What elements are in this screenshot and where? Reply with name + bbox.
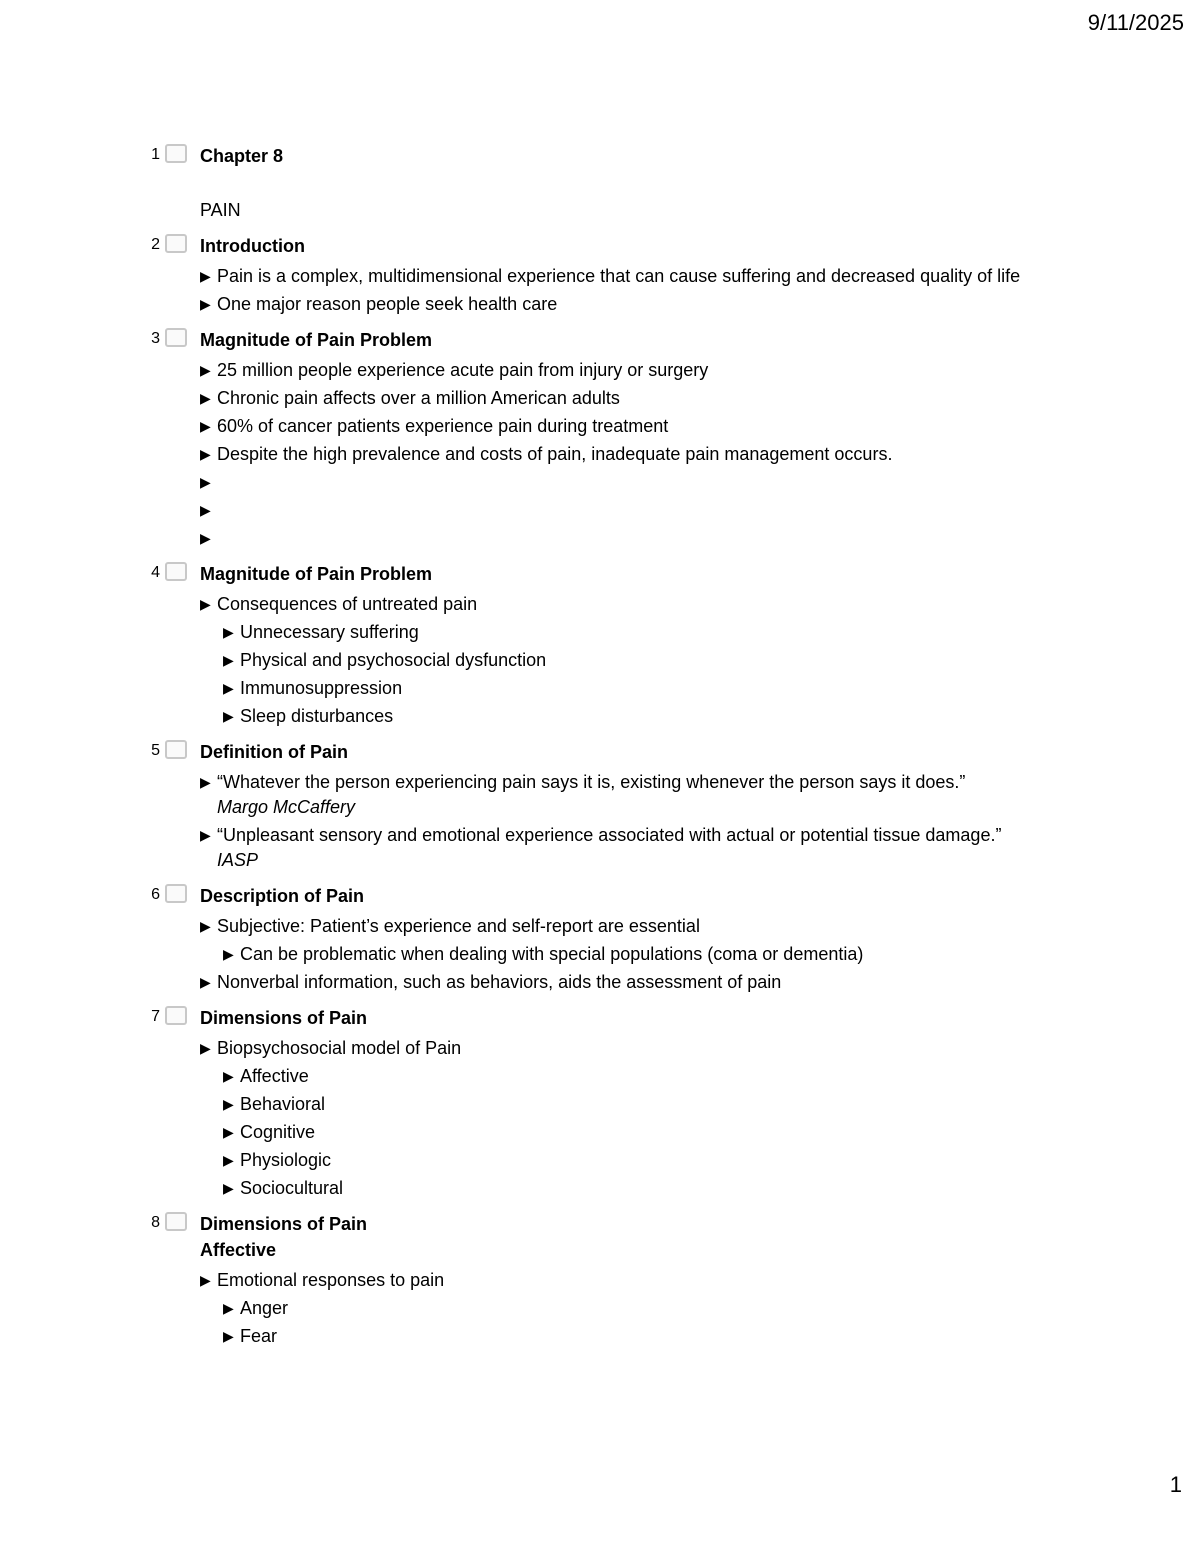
bullet-arrow-icon: ▶ (223, 708, 234, 724)
slide-5 (0, 739, 1200, 873)
slide-title: Magnitude of Pain Problem (200, 330, 433, 350)
sub-bullet-item (223, 1324, 1080, 1349)
bullet-text: Emotional responses to pain (217, 1270, 445, 1290)
bullet-item-empty (200, 526, 1080, 551)
slide-thumbnail[interactable] (165, 562, 187, 581)
page-number: 1 (1169, 1472, 1182, 1497)
slide-thumbnail[interactable] (165, 328, 187, 347)
bullet-text: Consequences of untreated pain (217, 594, 478, 614)
slide-thumbnail[interactable] (165, 1212, 187, 1231)
citation: IASP (217, 850, 259, 870)
slide-number: 3 (151, 330, 160, 347)
sub-bullet-item (223, 620, 1080, 645)
slide-number: 1 (151, 146, 160, 163)
sub-bullet-item (223, 1092, 1080, 1117)
bullet-text: Physiologic (240, 1150, 332, 1170)
bullet-arrow-icon: ▶ (200, 974, 211, 990)
slide-title: Dimensions of Pain (200, 1214, 368, 1234)
bullet-arrow-icon: ▶ (223, 1096, 234, 1112)
slide-1 (0, 143, 1200, 223)
bullet-arrow-icon: ▶ (223, 1152, 234, 1168)
bullet-arrow-icon: ▶ (223, 1124, 234, 1140)
bullet-text: Behavioral (240, 1094, 326, 1114)
bullet-arrow-icon: ▶ (200, 268, 211, 284)
bullet-text: 25 million people experience acute pain from injury or surgery (217, 360, 709, 380)
bullet-arrow-icon: ▶ (200, 918, 211, 934)
slide-number: 2 (151, 236, 160, 253)
sub-bullet-item (223, 942, 1080, 967)
notes-list (0, 143, 1200, 1359)
bullet-arrow-icon: ▶ (200, 362, 211, 378)
sub-bullet-item (223, 676, 1080, 701)
slide-subtitle: Affective (200, 1240, 277, 1260)
sub-bullet-item (223, 1064, 1080, 1089)
page-date: 9/11/2025 (1087, 10, 1184, 35)
sub-bullet-item (223, 1120, 1080, 1145)
bullet-arrow-icon: ▶ (200, 418, 211, 434)
bullet-item (200, 1268, 1080, 1293)
sub-bullet-item (223, 1148, 1080, 1173)
bullet-arrow-icon: ▶ (200, 1272, 211, 1288)
bullet-arrow-icon: ▶ (223, 652, 234, 668)
sub-bullet-item (223, 1176, 1080, 1201)
slide-title: Dimensions of Pain (200, 1008, 368, 1028)
slide-title: Description of Pain (200, 886, 365, 906)
slide-title: Magnitude of Pain Problem (200, 564, 433, 584)
slide-title: Chapter 8 (200, 146, 284, 166)
bullet-text: Affective (240, 1066, 309, 1086)
bullet-arrow-icon: ▶ (200, 446, 211, 462)
sub-bullet-item (223, 648, 1080, 673)
bullet-arrow-icon: ▶ (200, 296, 211, 312)
bullet-arrow-icon: ▶ (223, 1068, 234, 1084)
bullet-text: Fear (240, 1326, 278, 1346)
bullet-arrow-icon: ▶ (200, 474, 211, 490)
slide-thumbnail[interactable] (165, 1006, 187, 1025)
bullet-arrow-icon: ▶ (200, 502, 211, 518)
bullet-arrow-icon: ▶ (200, 1040, 211, 1056)
slide-title: Introduction (200, 236, 305, 256)
bullet-arrow-icon: ▶ (223, 680, 234, 696)
bullet-item-empty (200, 498, 1080, 523)
slide-6 (0, 883, 1200, 995)
bullet-item-empty (200, 470, 1080, 495)
bullet-item (200, 970, 1080, 995)
slide-thumbnail[interactable] (165, 234, 187, 253)
slide-title: Definition of Pain (200, 742, 348, 762)
bullet-item (200, 292, 1080, 317)
bullet-text: Physical and psychosocial dysfunction (240, 650, 547, 670)
bullet-arrow-icon: ▶ (223, 946, 234, 962)
slide-number: 7 (151, 1008, 160, 1025)
bullet-arrow-icon: ▶ (200, 827, 211, 843)
bullet-item (200, 386, 1080, 411)
bullet-text: Chronic pain affects over a million American adults (217, 388, 620, 408)
bullet-text: Anger (240, 1298, 289, 1318)
bullet-text: Immunosuppression (240, 678, 403, 698)
bullet-item (200, 914, 1080, 939)
bullet-item (200, 1036, 1080, 1061)
bullet-text: Sociocultural (240, 1178, 344, 1198)
citation: Margo McCaffery (217, 797, 356, 817)
slide-number: 6 (151, 886, 160, 903)
sub-bullet-item (223, 1296, 1080, 1321)
bullet-text: Can be problematic when dealing with special populations (coma or dementia) (240, 944, 864, 964)
bullet-arrow-icon: ▶ (223, 1180, 234, 1196)
bullet-arrow-icon: ▶ (223, 1328, 234, 1344)
slide-7 (0, 1005, 1200, 1201)
slide-text: PAIN (200, 200, 241, 220)
slide-8 (0, 1211, 1200, 1349)
slide-2 (0, 233, 1200, 317)
bullet-arrow-icon: ▶ (200, 596, 211, 612)
bullet-text: Biopsychosocial model of Pain (217, 1038, 462, 1058)
bullet-arrow-icon: ▶ (223, 1300, 234, 1316)
slide-thumbnail[interactable] (165, 144, 187, 163)
bullet-item (200, 592, 1080, 617)
bullet-text: Unnecessary suffering (240, 622, 419, 642)
slide-number: 5 (151, 742, 160, 759)
bullet-arrow-icon: ▶ (200, 390, 211, 406)
bullet-text: “Unpleasant sensory and emotional experience associated with actual or potential tissue damage.” (217, 825, 1002, 845)
bullet-arrow-icon: ▶ (200, 774, 211, 790)
bullet-text: Nonverbal information, such as behaviors, aids the assessment of pain (217, 972, 782, 992)
slide-thumbnail[interactable] (165, 740, 187, 759)
bullet-item (200, 442, 1080, 467)
bullet-arrow-icon: ▶ (200, 530, 211, 546)
bullet-arrow-icon: ▶ (223, 624, 234, 640)
bullet-text: “Whatever the person experiencing pain says it is, existing whenever the person says it does.” (217, 772, 966, 792)
slide-thumbnail[interactable] (165, 884, 187, 903)
bullet-text: Pain is a complex, multidimensional experience that can cause suffering and decreased quality of life (217, 266, 1021, 286)
slide-4 (0, 561, 1200, 729)
bullet-text: Subjective: Patient’s experience and self-report are essential (217, 916, 700, 936)
bullet-item (200, 414, 1080, 439)
slide-3 (0, 327, 1200, 551)
slide-number: 8 (151, 1214, 160, 1231)
bullet-text: Despite the high prevalence and costs of pain, inadequate pain management occurs. (217, 444, 893, 464)
sub-bullet-item (223, 704, 1080, 729)
bullet-item (200, 264, 1080, 289)
bullet-text: Sleep disturbances (240, 706, 394, 726)
bullet-text: 60% of cancer patients experience pain during treatment (217, 416, 669, 436)
slide-number: 4 (151, 564, 160, 581)
bullet-item (200, 770, 1080, 820)
bullet-item (200, 358, 1080, 383)
bullet-text: Cognitive (240, 1122, 316, 1142)
bullet-text: One major reason people seek health care (217, 294, 558, 314)
bullet-item (200, 823, 1080, 873)
